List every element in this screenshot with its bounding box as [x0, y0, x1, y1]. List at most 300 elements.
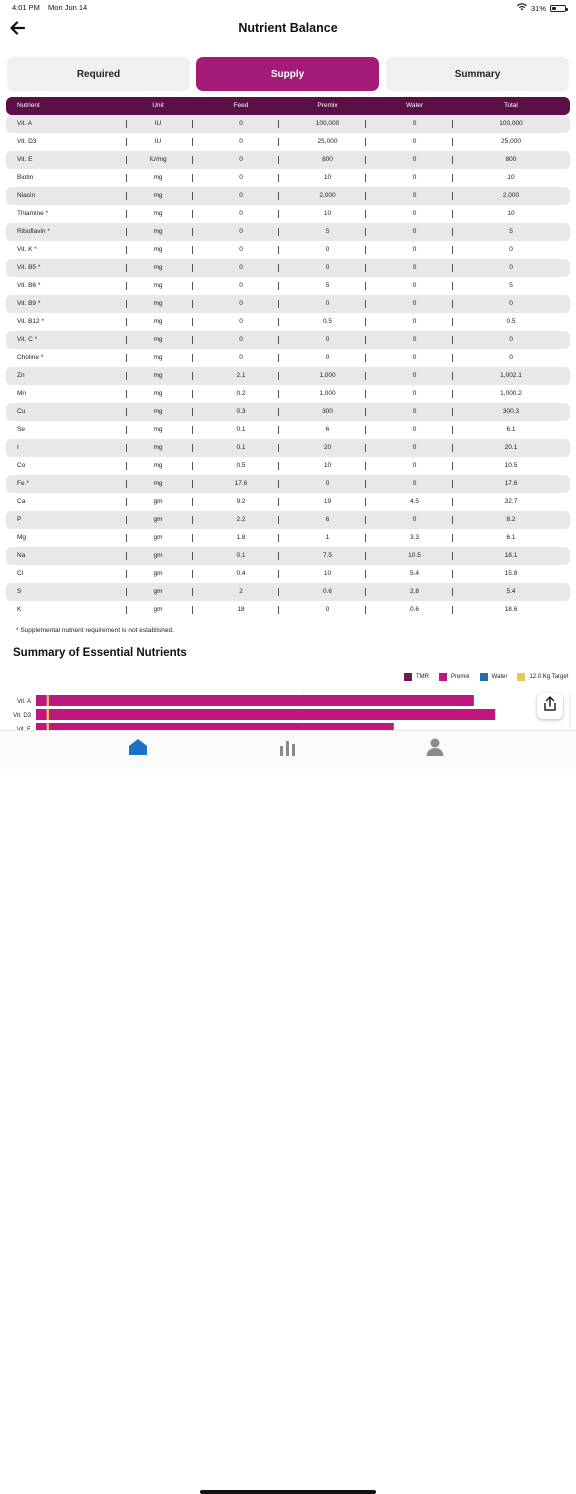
cell-feed: 0.2 — [236, 390, 246, 397]
cell-nutrient: Mg — [17, 534, 27, 541]
column-divider — [126, 156, 127, 164]
column-divider — [365, 354, 366, 362]
column-divider — [278, 174, 279, 182]
cell-premix: 6 — [325, 516, 330, 523]
cell-water: 5.4 — [409, 570, 420, 577]
person-icon — [424, 744, 446, 761]
cell-total: 0 — [509, 336, 513, 343]
chart-target-marker — [47, 709, 49, 720]
share-button[interactable] — [537, 693, 563, 719]
column-divider — [452, 480, 453, 488]
cell-total: 1,000.2 — [500, 390, 522, 397]
table-header — [6, 97, 570, 115]
column-divider — [192, 246, 193, 254]
cell-nutrient: S — [17, 588, 22, 595]
summary-title: Summary of Essential Nutrients — [13, 647, 187, 659]
cell-total: 10.5 — [504, 462, 518, 469]
cell-water: 0 — [412, 192, 417, 199]
column-divider — [192, 426, 193, 434]
cell-premix: 0 — [325, 246, 330, 253]
column-divider — [452, 282, 453, 290]
cell-premix: 0.5 — [322, 318, 333, 325]
column-divider — [452, 246, 453, 254]
cell-feed: 18 — [237, 606, 245, 613]
tab-reports[interactable] — [277, 737, 299, 757]
battery-icon — [550, 5, 566, 12]
column-divider — [365, 282, 366, 290]
status-bar — [0, 0, 576, 16]
column-divider — [126, 336, 127, 344]
column-divider — [365, 300, 366, 308]
column-divider — [452, 228, 453, 236]
status-date: Mon Jun 14 — [48, 3, 88, 12]
table-row — [6, 169, 570, 187]
cell-total: 0 — [509, 354, 513, 361]
cell-premix: 6 — [325, 426, 330, 433]
column-divider — [192, 354, 193, 362]
column-divider — [192, 408, 193, 416]
cell-total: 0 — [509, 300, 513, 307]
column-divider — [126, 444, 127, 452]
column-divider — [126, 570, 127, 578]
cell-water: 4.5 — [409, 498, 420, 505]
cell-unit: mg — [153, 300, 163, 307]
home-icon — [127, 744, 149, 761]
cell-total: 5 — [509, 282, 513, 289]
table-row — [6, 205, 570, 223]
cell-unit: mg — [153, 480, 163, 487]
column-divider — [126, 120, 127, 128]
cell-water: 0 — [412, 264, 417, 271]
cell-unit: gm — [153, 534, 163, 541]
column-divider — [126, 192, 127, 200]
legend-label-premix: Premix — [451, 674, 470, 680]
column-divider — [192, 210, 193, 218]
column-divider — [365, 192, 366, 200]
cell-premix: 10 — [323, 570, 332, 577]
cell-nutrient: Na — [17, 552, 26, 559]
cell-total: 20.1 — [504, 444, 518, 451]
column-divider — [452, 318, 453, 326]
column-divider — [192, 534, 193, 542]
cell-nutrient: Vit. B6 * — [17, 282, 41, 289]
cell-water: 0 — [412, 354, 417, 361]
column-divider — [192, 228, 193, 236]
table-row — [6, 241, 570, 259]
chart-category-label: Vit. A — [17, 699, 31, 705]
column-divider — [126, 300, 127, 308]
column-divider — [452, 174, 453, 182]
column-divider — [365, 372, 366, 380]
legend-item-premix — [439, 673, 470, 681]
column-divider — [365, 534, 366, 542]
table-row — [6, 133, 570, 151]
battery-percent: 31% — [530, 3, 546, 13]
column-divider — [192, 336, 193, 344]
cell-premix: 0 — [325, 264, 330, 271]
cell-premix: 0 — [325, 300, 330, 307]
cell-unit: IU — [154, 120, 162, 127]
cell-nutrient: Vit. B5 * — [17, 264, 41, 271]
column-header-nutrient: Nutrient — [17, 102, 40, 109]
cell-unit: mg — [153, 354, 163, 361]
column-divider — [452, 426, 453, 434]
cell-total: 300.3 — [502, 408, 520, 415]
column-divider — [278, 462, 279, 470]
cell-water: 0 — [412, 138, 417, 145]
table-body — [6, 115, 570, 619]
cell-total: 17.6 — [504, 480, 518, 487]
cell-nutrient: P — [17, 516, 22, 523]
table-row — [6, 439, 570, 457]
cell-nutrient: Vit. C * — [17, 336, 38, 343]
column-divider — [452, 444, 453, 452]
cell-total: 5 — [509, 228, 513, 235]
column-divider — [278, 282, 279, 290]
table-row — [6, 331, 570, 349]
column-divider — [192, 174, 193, 182]
cell-nutrient: Se — [17, 426, 25, 433]
column-divider — [365, 336, 366, 344]
cell-unit: mg — [153, 462, 163, 469]
cell-premix: 0 — [325, 336, 330, 343]
column-divider — [278, 264, 279, 272]
cell-water: 0 — [412, 516, 417, 523]
cell-feed: 0 — [239, 192, 243, 199]
cell-nutrient: Biotin — [17, 174, 34, 181]
cell-nutrient: Co — [17, 462, 26, 469]
column-divider — [278, 480, 279, 488]
column-divider — [365, 444, 366, 452]
column-divider — [126, 354, 127, 362]
cell-feed: 0 — [239, 174, 243, 181]
cell-feed: 0.1 — [236, 444, 246, 451]
column-header-total: Total — [504, 102, 518, 109]
cell-water: 0 — [412, 210, 417, 217]
cell-feed: 0 — [239, 120, 243, 127]
column-divider — [192, 138, 193, 146]
column-divider — [192, 480, 193, 488]
column-divider — [452, 210, 453, 218]
column-divider — [365, 498, 366, 506]
table-row — [6, 529, 570, 547]
table-row — [6, 151, 570, 169]
cell-premix: 2,000 — [319, 192, 336, 199]
cell-feed: 0 — [239, 264, 243, 271]
chart-category-label: Vit. D3 — [13, 713, 31, 719]
column-divider — [452, 264, 453, 272]
column-divider — [192, 570, 193, 578]
cell-feed: 9.2 — [236, 498, 246, 505]
table-row — [6, 223, 570, 241]
column-divider — [452, 390, 453, 398]
column-divider — [278, 534, 279, 542]
column-divider — [365, 552, 366, 560]
cell-premix: 0.6 — [322, 588, 333, 595]
cell-water: 0 — [412, 246, 417, 253]
legend-swatch-water — [480, 673, 488, 681]
cell-water: 0 — [412, 426, 417, 433]
column-divider — [452, 498, 453, 506]
cell-total: 18.6 — [504, 606, 518, 613]
tab-supply[interactable]: Supply — [196, 57, 379, 91]
cell-nutrient: Vit. D3 — [17, 138, 37, 145]
cell-unit: gm — [153, 516, 163, 523]
column-divider — [365, 210, 366, 218]
column-divider — [278, 498, 279, 506]
cell-unit: mg — [153, 444, 163, 451]
column-divider — [365, 318, 366, 326]
column-divider — [365, 480, 366, 488]
cell-unit: mg — [153, 246, 163, 253]
column-divider — [192, 606, 193, 614]
cell-feed: 0 — [239, 336, 243, 343]
cell-unit: gm — [153, 588, 163, 595]
table-row — [6, 421, 570, 439]
column-divider — [126, 390, 127, 398]
column-divider — [278, 318, 279, 326]
cell-unit: mg — [153, 210, 163, 217]
cell-premix: 10 — [323, 174, 332, 181]
cell-nutrient: Cu — [17, 408, 26, 415]
column-divider — [365, 606, 366, 614]
cell-unit: mg — [153, 228, 163, 235]
column-divider — [278, 228, 279, 236]
column-divider — [192, 120, 193, 128]
column-divider — [452, 588, 453, 596]
cell-premix: 800 — [322, 156, 333, 163]
cell-water: 0 — [412, 174, 417, 181]
column-divider — [452, 552, 453, 560]
table-row — [6, 547, 570, 565]
cell-feed: 1.8 — [236, 534, 246, 541]
column-divider — [192, 282, 193, 290]
chart-target-marker — [47, 695, 49, 706]
table-row — [6, 385, 570, 403]
cell-unit: gm — [153, 552, 163, 559]
cell-total: 10 — [507, 174, 515, 181]
cell-feed: 0 — [239, 246, 243, 253]
cell-feed: 2.1 — [236, 372, 246, 379]
column-header-feed: Feed — [233, 102, 249, 109]
column-divider — [452, 138, 453, 146]
table-row — [6, 601, 570, 619]
column-divider — [452, 120, 453, 128]
column-header-water: Water — [405, 102, 424, 109]
cell-total: 100,000 — [499, 120, 523, 127]
cell-water: 0 — [412, 462, 417, 469]
column-divider — [365, 246, 366, 254]
column-divider — [126, 480, 127, 488]
table-row — [6, 493, 570, 511]
column-divider — [192, 552, 193, 560]
cell-water: 0 — [412, 300, 417, 307]
column-divider — [452, 516, 453, 524]
cell-total: 18.1 — [504, 552, 518, 559]
column-divider — [126, 498, 127, 506]
table-row — [6, 475, 570, 493]
cell-water: 3.3 — [409, 534, 420, 541]
cell-premix: 1,000 — [319, 390, 336, 397]
column-divider — [452, 606, 453, 614]
cell-feed: 0 — [239, 300, 243, 307]
legend-label-tmr: TMR — [416, 674, 429, 680]
cell-nutrient: Fe * — [17, 480, 29, 487]
column-divider — [192, 264, 193, 272]
column-divider — [365, 390, 366, 398]
column-divider — [365, 426, 366, 434]
column-divider — [452, 372, 453, 380]
column-divider — [192, 462, 193, 470]
cell-nutrient: Cl — [17, 570, 24, 577]
legend-label-target: 12.0 Kg Target — [529, 674, 569, 680]
nav-bar — [0, 16, 576, 42]
cell-total: 10 — [507, 210, 515, 217]
column-divider — [278, 336, 279, 344]
column-divider — [278, 354, 279, 362]
cell-total: 2,000 — [502, 192, 520, 199]
cell-nutrient: Niacin — [17, 192, 36, 199]
legend-item-tmr — [404, 673, 429, 681]
cell-unit: mg — [153, 372, 163, 379]
cell-total: 0 — [509, 246, 513, 253]
column-divider — [365, 156, 366, 164]
cell-feed: 0 — [239, 318, 243, 325]
column-divider — [278, 516, 279, 524]
table-row — [6, 565, 570, 583]
column-divider — [126, 264, 127, 272]
footnote: * Supplemental nutrient requirement is not established. — [16, 627, 174, 634]
column-divider — [278, 300, 279, 308]
cell-water: 2.8 — [409, 588, 420, 595]
cell-unit: mg — [153, 264, 163, 271]
cell-total: 6.1 — [506, 426, 516, 433]
battery-fill — [552, 7, 556, 10]
column-divider — [365, 570, 366, 578]
cell-unit: gm — [153, 570, 163, 577]
cell-unit: gm — [153, 606, 163, 613]
legend-item-water — [480, 673, 508, 681]
cell-feed: 0.5 — [236, 462, 246, 469]
cell-unit: gm — [153, 498, 163, 505]
column-divider — [365, 174, 366, 182]
column-header-premix: Premix — [317, 102, 338, 109]
cell-nutrient: Ca — [17, 498, 26, 505]
cell-feed: 0.4 — [236, 570, 246, 577]
cell-nutrient: Vit. A — [17, 120, 33, 127]
cell-water: 0 — [412, 120, 417, 127]
cell-premix: 1,000 — [319, 372, 336, 379]
tab-bar — [0, 730, 576, 769]
column-divider — [365, 408, 366, 416]
cell-premix: 5 — [325, 228, 330, 235]
column-divider — [126, 174, 127, 182]
column-divider — [278, 372, 279, 380]
cell-premix: 7.5 — [322, 552, 333, 559]
column-divider — [278, 210, 279, 218]
cell-nutrient: Vit. E — [17, 156, 33, 163]
column-divider — [452, 570, 453, 578]
cell-unit: mg — [153, 336, 163, 343]
cell-unit: IU/mg — [149, 156, 167, 163]
cell-nutrient: I — [17, 444, 19, 451]
column-divider — [452, 534, 453, 542]
cell-nutrient: Vit. B12 * — [17, 318, 44, 325]
table-row — [6, 403, 570, 421]
column-divider — [126, 246, 127, 254]
cell-feed: 0.3 — [236, 408, 246, 415]
chart-legend — [404, 673, 574, 681]
column-divider — [278, 588, 279, 596]
column-divider — [126, 210, 127, 218]
cell-total: 32.7 — [504, 498, 518, 505]
cell-unit: mg — [153, 174, 163, 181]
tab-required[interactable]: Required — [7, 57, 190, 91]
column-divider — [126, 138, 127, 146]
column-divider — [365, 516, 366, 524]
column-header-unit: Unit — [152, 102, 164, 109]
legend-swatch-tmr — [404, 673, 412, 681]
column-divider — [192, 318, 193, 326]
table-row — [6, 367, 570, 385]
tab-profile[interactable] — [424, 737, 446, 757]
column-divider — [278, 444, 279, 452]
column-divider — [365, 588, 366, 596]
summary-chart — [0, 690, 576, 735]
column-divider — [126, 228, 127, 236]
column-divider — [126, 408, 127, 416]
cell-feed: 2.2 — [236, 516, 246, 523]
cell-total: 15.8 — [504, 570, 518, 577]
bar-chart-icon — [277, 744, 299, 761]
cell-water: 0 — [412, 444, 417, 451]
cell-unit: IU — [154, 138, 162, 145]
cell-nutrient: Zn — [17, 372, 25, 379]
column-divider — [126, 516, 127, 524]
cell-water: 0.6 — [409, 606, 420, 613]
column-divider — [278, 408, 279, 416]
cell-premix: 5 — [325, 282, 330, 289]
column-divider — [452, 192, 453, 200]
column-divider — [365, 138, 366, 146]
chart-bar-premix — [36, 709, 495, 720]
column-divider — [126, 606, 127, 614]
cell-premix: 10 — [323, 210, 332, 217]
table-row — [6, 511, 570, 529]
cell-total: 1,002.1 — [500, 372, 522, 379]
column-divider — [192, 300, 193, 308]
cell-nutrient: Vit. B9 * — [17, 300, 41, 307]
cell-water: 0 — [412, 336, 417, 343]
cell-feed: 2 — [239, 588, 243, 595]
cell-unit: mg — [153, 192, 163, 199]
column-divider — [126, 534, 127, 542]
cell-feed: 17.6 — [234, 480, 248, 487]
tab-summary[interactable]: Summary — [386, 57, 569, 91]
cell-water: 0 — [412, 480, 417, 487]
tab-home[interactable] — [127, 737, 149, 757]
legend-swatch-target — [517, 673, 525, 681]
cell-feed: 0.1 — [236, 426, 246, 433]
cell-feed: 0.1 — [236, 552, 246, 559]
cell-total: 0 — [509, 264, 513, 271]
supply-table — [6, 97, 570, 619]
cell-total: 25,000 — [501, 138, 521, 145]
cell-feed: 0 — [239, 228, 243, 235]
home-indicator — [200, 1490, 376, 1494]
column-divider — [365, 462, 366, 470]
column-divider — [452, 462, 453, 470]
